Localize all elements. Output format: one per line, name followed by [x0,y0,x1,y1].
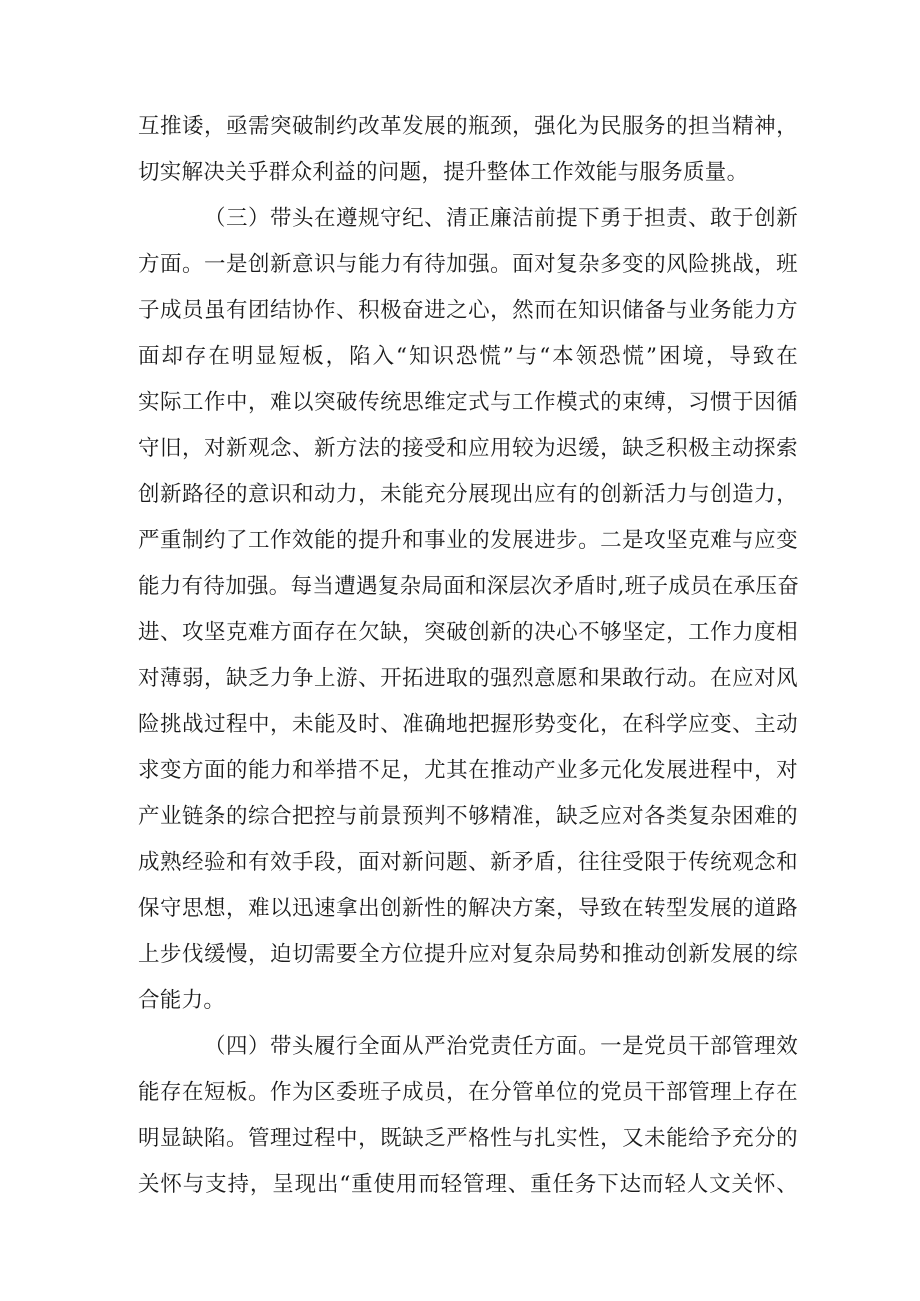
text-line: 产业链条的综合把控与前景预判不够精准，缺乏应对各类复杂困难的 [138,804,798,829]
text-line: 对薄弱，缺乏力争上游、开拓进取的强烈意愿和果敢行动。在应对风 [138,666,798,691]
text-line: 创新路径的意识和动力，未能充分展现出应有的创新活力与创造力， [138,482,798,507]
text-line: 互推诿，亟需突破制约改革发展的瓶颈，强化为民服务的担当精神， [138,114,798,139]
text-line: 上步伐缓慢，迫切需要全方位提升应对复杂局势和推动创新发展的综 [138,942,798,967]
text-line: 进、攻坚克难方面存在欠缺，突破创新的决心不够坚定，工作力度相 [138,620,798,645]
text-line: 守旧，对新观念、新方法的接受和应用较为迟缓，缺乏积极主动探索 [138,436,798,461]
text-line: 子成员虽有团结协作、积极奋进之心，然而在知识储备与业务能力方 [138,298,798,323]
text-line: 实际工作中，难以突破传统思维定式与工作模式的束缚，习惯于因循 [138,390,798,415]
text-line: 切实解决关乎群众利益的问题，提升整体工作效能与服务质量。 [138,160,749,185]
text-line: 保守思想，难以迅速拿出创新性的解决方案，导致在转型发展的道路 [138,896,798,921]
text-line: 合能力。 [138,988,226,1013]
text-line: 关怀与支持，呈现出“重使用而轻管理、重任务下达而轻人文关怀、 [138,1172,798,1197]
text-line: 能存在短板。作为区委班子成员，在分管单位的党员干部管理上存在 [138,1080,798,1105]
text-line: 能力有待加强。每当遭遇复杂局面和深层次矛盾时,班子成员在承压奋 [138,574,800,599]
text-line: 方面。一是创新意识与能力有待加强。面对复杂多变的风险挑战，班 [138,252,798,277]
text-line: 险挑战过程中，未能及时、准确地把握形势变化，在科学应变、主动 [138,712,798,737]
section-heading-line: （四）带头履行全面从严治党责任方面。一是党员干部管理效 [204,1034,798,1059]
text-line: 严重制约了工作效能的提升和事业的发展进步。二是攻坚克难与应变 [138,528,798,553]
text-line: 明显缺陷。管理过程中，既缺乏严格性与扎实性，又未能给予充分的 [138,1126,798,1151]
text-line: 求变方面的能力和举措不足，尤其在推动产业多元化发展进程中，对 [138,758,798,783]
text-line: 成熟经验和有效手段，面对新问题、新矛盾，往往受限于传统观念和 [138,850,798,875]
section-heading-line: （三）带头在遵规守纪、清正廉洁前提下勇于担责、敢于创新 [204,206,798,231]
text-line: 面却存在明显短板，陷入“知识恐慌”与“本领恐慌”困境，导致在 [138,344,798,369]
